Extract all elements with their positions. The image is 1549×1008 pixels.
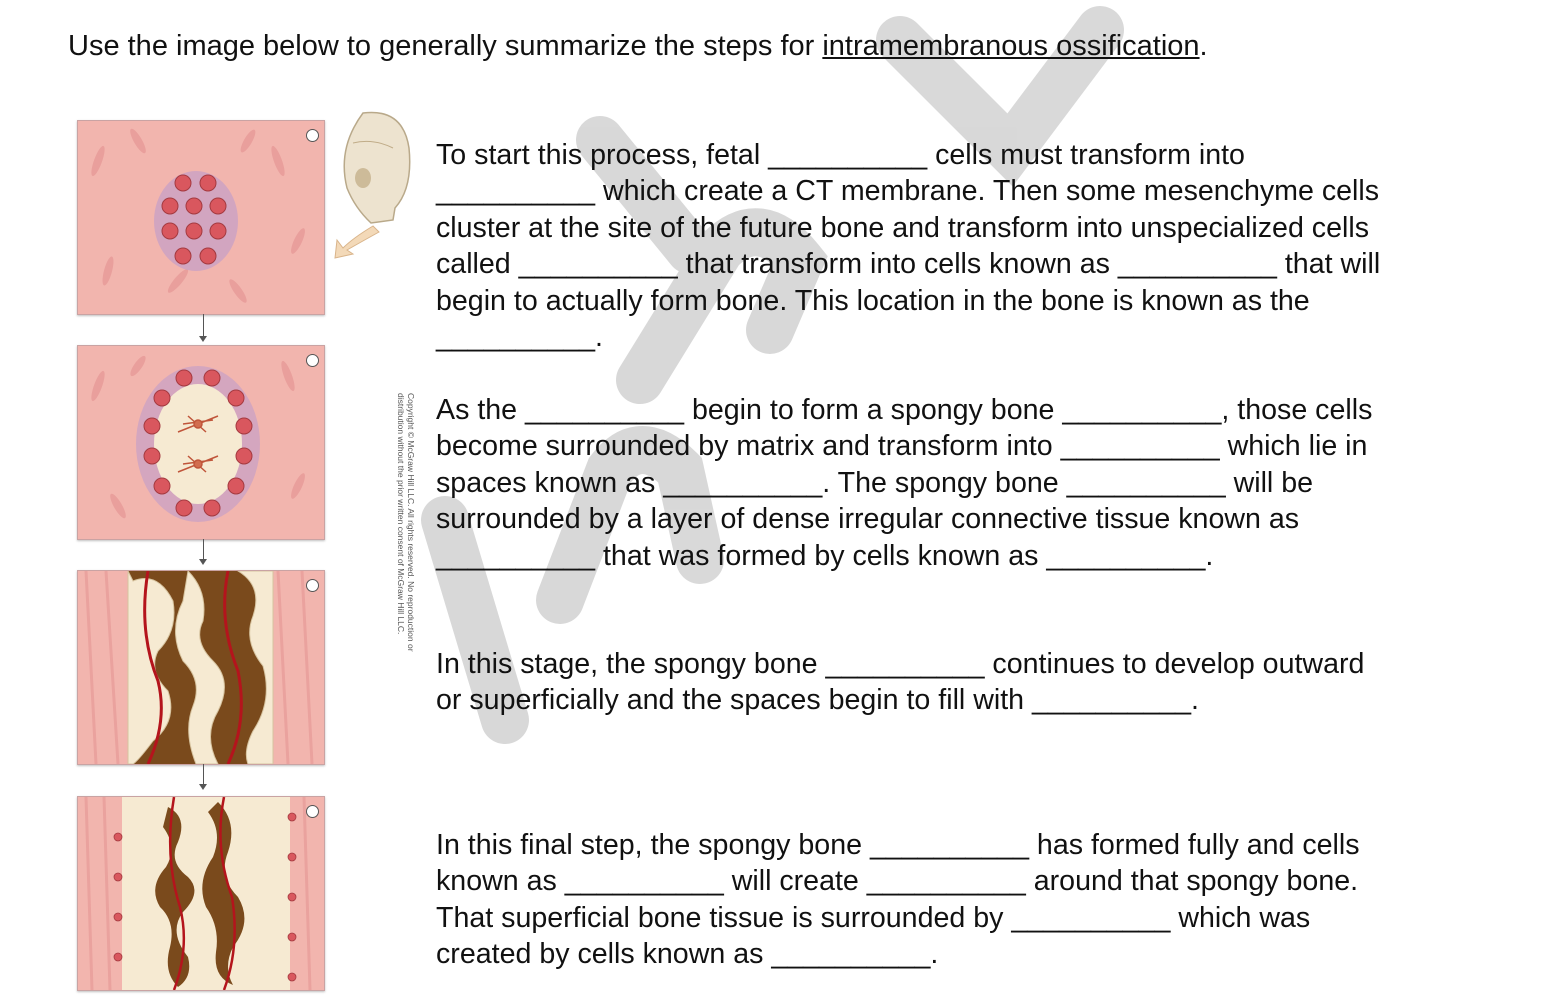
text-line: or superficially and the spaces begin to fill with __________. bbox=[436, 684, 1199, 717]
step-marker-icon bbox=[306, 805, 319, 818]
step-1-paragraph bbox=[436, 137, 1506, 355]
text-line: surrounded by a layer of dense irregular connective tissue known as bbox=[436, 503, 1300, 536]
step-connector bbox=[203, 764, 204, 786]
copyright-line-1: Copyright © McGraw Hill LLC. All rights reserved. No reproduction or bbox=[406, 393, 416, 652]
text-line: known as __________ will create __________ around that spongy bone. bbox=[436, 865, 1359, 898]
text-line: begin to actually form bone. This location in the bone is known as the bbox=[436, 284, 1310, 317]
heading-period: . bbox=[1199, 30, 1208, 62]
step-2-paragraph bbox=[436, 392, 1506, 574]
text-line: In this stage, the spongy bone __________ continues to develop outward bbox=[436, 648, 1365, 680]
text-line: __________ which create a CT membrane. Then some mesenchyme cells bbox=[436, 175, 1380, 208]
text-line: That superficial bone tissue is surrounded by __________ which was bbox=[436, 901, 1311, 934]
step-marker-icon bbox=[306, 579, 319, 592]
heading-text: Use the image below to generally summarize the steps for bbox=[68, 30, 823, 62]
text-line: spaces known as __________. The spongy bone __________ will be bbox=[436, 466, 1314, 499]
step-marker-icon bbox=[306, 129, 319, 142]
text-line: cluster at the site of the future bone and transform into unspecialized cells bbox=[436, 211, 1369, 244]
step-marker-icon bbox=[306, 354, 319, 367]
ossification-step-3-image bbox=[77, 570, 325, 765]
text-line: As the __________ begin to form a spongy bone __________, those cells bbox=[436, 394, 1373, 426]
text-line: __________ that was formed by cells known as __________. bbox=[436, 539, 1214, 572]
heading-term: intramembranous ossification bbox=[822, 30, 1200, 62]
text-line: In this final step, the spongy bone __________ has formed fully and cells bbox=[436, 829, 1360, 861]
ossification-step-1-image bbox=[77, 120, 325, 315]
text-line: created by cells known as __________. bbox=[436, 938, 939, 971]
down-arrow-icon bbox=[199, 784, 207, 790]
step-connector bbox=[203, 539, 204, 561]
step-3-paragraph bbox=[436, 646, 1506, 719]
skull-icon bbox=[333, 108, 415, 263]
worksheet-heading bbox=[68, 28, 1208, 64]
text-line: __________. bbox=[436, 321, 603, 354]
text-line: To start this process, fetal __________ cells must transform into bbox=[436, 139, 1245, 171]
step-connector bbox=[203, 314, 204, 338]
down-arrow-icon bbox=[199, 559, 207, 565]
text-line: called __________ that transform into cells known as __________ that will bbox=[436, 248, 1381, 281]
step-4-paragraph bbox=[436, 827, 1506, 973]
ossification-step-2-image bbox=[77, 345, 325, 540]
text-line: become surrounded by matrix and transform into __________ which lie in bbox=[436, 430, 1368, 463]
ossification-step-4-image bbox=[77, 796, 325, 991]
down-arrow-icon bbox=[199, 336, 207, 342]
copyright-notice bbox=[396, 393, 416, 713]
copyright-line-2: distribution without the prior written consent of McGraw Hill LLC. bbox=[396, 393, 406, 635]
